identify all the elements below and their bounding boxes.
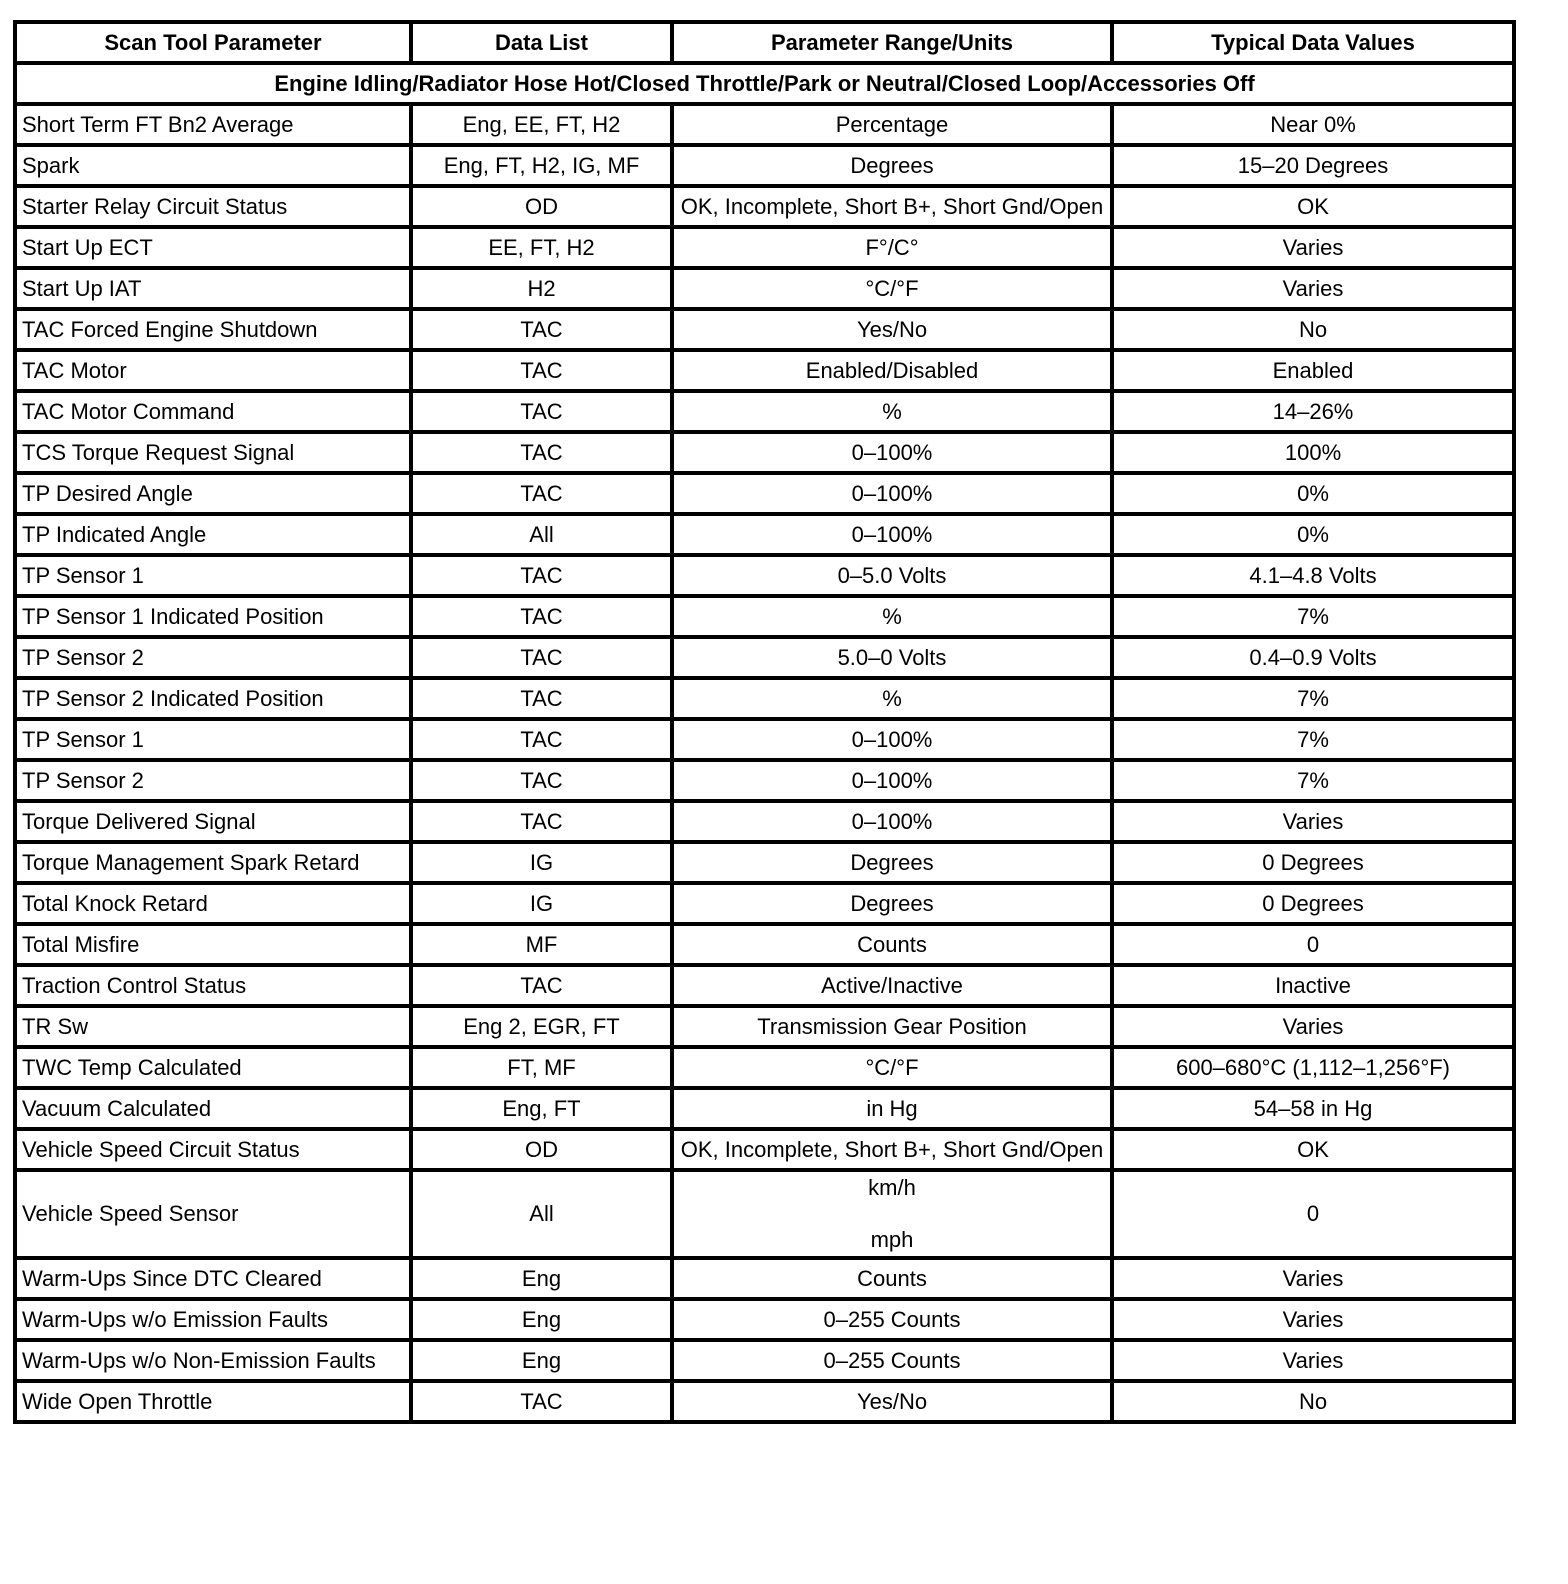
data-list-cell: Eng xyxy=(411,1299,672,1340)
parameter-cell: Spark xyxy=(15,145,411,186)
table-row xyxy=(15,719,1514,760)
parameter-cell: TP Sensor 2 Indicated Position xyxy=(15,678,411,719)
range-cell: 0–100% xyxy=(672,432,1112,473)
data-list-cell: H2 xyxy=(411,268,672,309)
table-row xyxy=(15,1047,1514,1088)
typical-value-cell: 100% xyxy=(1112,432,1514,473)
typical-value-cell: Varies xyxy=(1112,227,1514,268)
typical-value-cell: Enabled xyxy=(1112,350,1514,391)
parameter-cell: TP Sensor 1 xyxy=(15,719,411,760)
table-row xyxy=(15,268,1514,309)
table-row xyxy=(15,145,1514,186)
range-cell: 5.0–0 Volts xyxy=(672,637,1112,678)
data-list-cell: All xyxy=(411,1170,672,1258)
table-row xyxy=(15,883,1514,924)
data-list-cell: TAC xyxy=(411,309,672,350)
parameter-cell: TWC Temp Calculated xyxy=(15,1047,411,1088)
typical-value-cell: 7% xyxy=(1112,760,1514,801)
table-row xyxy=(15,1299,1514,1340)
header-scan-tool-parameter: Scan Tool Parameter xyxy=(15,22,411,63)
data-list-cell: TAC xyxy=(411,391,672,432)
table-row xyxy=(15,1340,1514,1381)
typical-value-cell: No xyxy=(1112,1381,1514,1422)
data-list-cell: Eng, EE, FT, H2 xyxy=(411,104,672,145)
parameter-cell: TAC Forced Engine Shutdown xyxy=(15,309,411,350)
typical-value-cell: 0 xyxy=(1112,1170,1514,1258)
data-list-cell: TAC xyxy=(411,473,672,514)
table-row xyxy=(15,1258,1514,1299)
table-row xyxy=(15,432,1514,473)
range-cell: Degrees xyxy=(672,842,1112,883)
table-row xyxy=(15,678,1514,719)
parameter-cell: TP Desired Angle xyxy=(15,473,411,514)
table-row xyxy=(15,1006,1514,1047)
range-cell: Counts xyxy=(672,924,1112,965)
range-cell: Percentage xyxy=(672,104,1112,145)
range-cell: 0–100% xyxy=(672,801,1112,842)
parameter-cell: Vacuum Calculated xyxy=(15,1088,411,1129)
data-list-cell: Eng, FT xyxy=(411,1088,672,1129)
table-row xyxy=(15,1088,1514,1129)
range-cell: Yes/No xyxy=(672,309,1112,350)
range-cell: OK, Incomplete, Short B+, Short Gnd/Open xyxy=(672,186,1112,227)
range-cell: in Hg xyxy=(672,1088,1112,1129)
condition-row xyxy=(15,63,1514,104)
parameter-cell: Short Term FT Bn2 Average xyxy=(15,104,411,145)
header-row xyxy=(15,22,1514,63)
parameter-cell: Torque Management Spark Retard xyxy=(15,842,411,883)
parameter-cell: Warm-Ups Since DTC Cleared xyxy=(15,1258,411,1299)
parameter-cell: Total Knock Retard xyxy=(15,883,411,924)
range-cell: 0–100% xyxy=(672,719,1112,760)
typical-value-cell: 0% xyxy=(1112,473,1514,514)
data-list-cell: FT, MF xyxy=(411,1047,672,1088)
range-cell: % xyxy=(672,678,1112,719)
parameter-cell: TAC Motor Command xyxy=(15,391,411,432)
typical-value-cell: 0.4–0.9 Volts xyxy=(1112,637,1514,678)
data-list-cell: TAC xyxy=(411,637,672,678)
table-row xyxy=(15,842,1514,883)
typical-value-cell: 15–20 Degrees xyxy=(1112,145,1514,186)
range-cell: 0–100% xyxy=(672,473,1112,514)
typical-value-cell: Varies xyxy=(1112,801,1514,842)
parameter-cell: TR Sw xyxy=(15,1006,411,1047)
range-cell: 0–5.0 Volts xyxy=(672,555,1112,596)
parameter-cell: Starter Relay Circuit Status xyxy=(15,186,411,227)
typical-value-cell: No xyxy=(1112,309,1514,350)
table-row xyxy=(15,104,1514,145)
parameter-cell: TP Sensor 2 xyxy=(15,760,411,801)
parameter-cell: TCS Torque Request Signal xyxy=(15,432,411,473)
table-row xyxy=(15,637,1514,678)
range-cell: Yes/No xyxy=(672,1381,1112,1422)
range-cell: Counts xyxy=(672,1258,1112,1299)
table-row xyxy=(15,555,1514,596)
typical-value-cell: 600–680°C (1,112–1,256°F) xyxy=(1112,1047,1514,1088)
data-list-cell: TAC xyxy=(411,596,672,637)
data-list-cell: Eng, FT, H2, IG, MF xyxy=(411,145,672,186)
parameter-cell: Start Up ECT xyxy=(15,227,411,268)
typical-value-cell: Varies xyxy=(1112,268,1514,309)
range-cell: % xyxy=(672,596,1112,637)
table-row xyxy=(15,227,1514,268)
typical-value-cell: 0 Degrees xyxy=(1112,883,1514,924)
range-cell: F°/C° xyxy=(672,227,1112,268)
typical-value-cell: OK xyxy=(1112,1129,1514,1170)
table-body xyxy=(15,104,1514,1422)
parameter-cell: Total Misfire xyxy=(15,924,411,965)
parameter-cell: Wide Open Throttle xyxy=(15,1381,411,1422)
typical-value-cell: 54–58 in Hg xyxy=(1112,1088,1514,1129)
table-row xyxy=(15,309,1514,350)
range-cell: 0–255 Counts xyxy=(672,1299,1112,1340)
parameter-cell: Traction Control Status xyxy=(15,965,411,1006)
data-list-cell: TAC xyxy=(411,801,672,842)
typical-value-cell: 7% xyxy=(1112,678,1514,719)
typical-value-cell: Varies xyxy=(1112,1258,1514,1299)
range-line: mph xyxy=(870,1227,914,1252)
table-row xyxy=(15,760,1514,801)
typical-value-cell: 7% xyxy=(1112,596,1514,637)
parameter-cell: TP Indicated Angle xyxy=(15,514,411,555)
parameter-cell: Torque Delivered Signal xyxy=(15,801,411,842)
data-list-cell: All xyxy=(411,514,672,555)
typical-value-cell: Inactive xyxy=(1112,965,1514,1006)
parameter-cell: TAC Motor xyxy=(15,350,411,391)
data-list-cell: TAC xyxy=(411,432,672,473)
table-row xyxy=(15,596,1514,637)
parameter-cell: Warm-Ups w/o Non-Emission Faults xyxy=(15,1340,411,1381)
parameter-cell: Warm-Ups w/o Emission Faults xyxy=(15,1299,411,1340)
data-list-cell: TAC xyxy=(411,350,672,391)
range-cell: % xyxy=(672,391,1112,432)
parameter-cell: Start Up IAT xyxy=(15,268,411,309)
table-row xyxy=(15,1170,1514,1258)
table-row xyxy=(15,1129,1514,1170)
typical-value-cell: 7% xyxy=(1112,719,1514,760)
table-row xyxy=(15,924,1514,965)
data-list-cell: OD xyxy=(411,1129,672,1170)
data-list-cell: TAC xyxy=(411,760,672,801)
range-cell: Active/Inactive xyxy=(672,965,1112,1006)
data-list-cell: TAC xyxy=(411,555,672,596)
header-parameter-range-units: Parameter Range/Units xyxy=(672,22,1112,63)
data-list-cell: TAC xyxy=(411,1381,672,1422)
data-list-cell: Eng 2, EGR, FT xyxy=(411,1006,672,1047)
data-list-cell: OD xyxy=(411,186,672,227)
data-list-cell: TAC xyxy=(411,965,672,1006)
typical-value-cell: Varies xyxy=(1112,1340,1514,1381)
typical-value-cell: 0 Degrees xyxy=(1112,842,1514,883)
header-typical-data-values: Typical Data Values xyxy=(1112,22,1514,63)
table-row xyxy=(15,186,1514,227)
range-cell: Enabled/Disabled xyxy=(672,350,1112,391)
range-cell xyxy=(672,1170,1112,1258)
data-list-cell: MF xyxy=(411,924,672,965)
table-row xyxy=(15,514,1514,555)
parameter-cell: TP Sensor 1 Indicated Position xyxy=(15,596,411,637)
typical-value-cell: OK xyxy=(1112,186,1514,227)
parameter-cell: TP Sensor 2 xyxy=(15,637,411,678)
range-cell: Degrees xyxy=(672,145,1112,186)
parameter-cell: TP Sensor 1 xyxy=(15,555,411,596)
table-row xyxy=(15,350,1514,391)
typical-value-cell: 0% xyxy=(1112,514,1514,555)
table-row xyxy=(15,1381,1514,1422)
typical-value-cell: Varies xyxy=(1112,1299,1514,1340)
typical-value-cell: Varies xyxy=(1112,1006,1514,1047)
data-list-cell: IG xyxy=(411,842,672,883)
range-cell: OK, Incomplete, Short B+, Short Gnd/Open xyxy=(672,1129,1112,1170)
scan-tool-data-table xyxy=(13,20,1516,1424)
table-row xyxy=(15,801,1514,842)
range-cell: 0–100% xyxy=(672,514,1112,555)
typical-value-cell: 4.1–4.8 Volts xyxy=(1112,555,1514,596)
range-line: km/h xyxy=(868,1175,916,1200)
table-row xyxy=(15,965,1514,1006)
range-cell: °C/°F xyxy=(672,1047,1112,1088)
range-cell: 0–255 Counts xyxy=(672,1340,1112,1381)
table-row xyxy=(15,473,1514,514)
data-list-cell: TAC xyxy=(411,678,672,719)
parameter-cell: Vehicle Speed Sensor xyxy=(15,1170,411,1258)
table-row xyxy=(15,391,1514,432)
range-cell: 0–100% xyxy=(672,760,1112,801)
data-list-cell: TAC xyxy=(411,719,672,760)
typical-value-cell: 0 xyxy=(1112,924,1514,965)
operating-condition: Engine Idling/Radiator Hose Hot/Closed Throttle/Park or Neutral/Closed Loop/Accessories Off xyxy=(15,63,1514,104)
range-cell: Transmission Gear Position xyxy=(672,1006,1112,1047)
data-list-cell: EE, FT, H2 xyxy=(411,227,672,268)
header-data-list: Data List xyxy=(411,22,672,63)
data-list-cell: IG xyxy=(411,883,672,924)
data-list-cell: Eng xyxy=(411,1258,672,1299)
data-list-cell: Eng xyxy=(411,1340,672,1381)
typical-value-cell: Near 0% xyxy=(1112,104,1514,145)
line-gap xyxy=(679,1202,1105,1214)
typical-value-cell: 14–26% xyxy=(1112,391,1514,432)
range-cell: Degrees xyxy=(672,883,1112,924)
range-cell: °C/°F xyxy=(672,268,1112,309)
parameter-cell: Vehicle Speed Circuit Status xyxy=(15,1129,411,1170)
